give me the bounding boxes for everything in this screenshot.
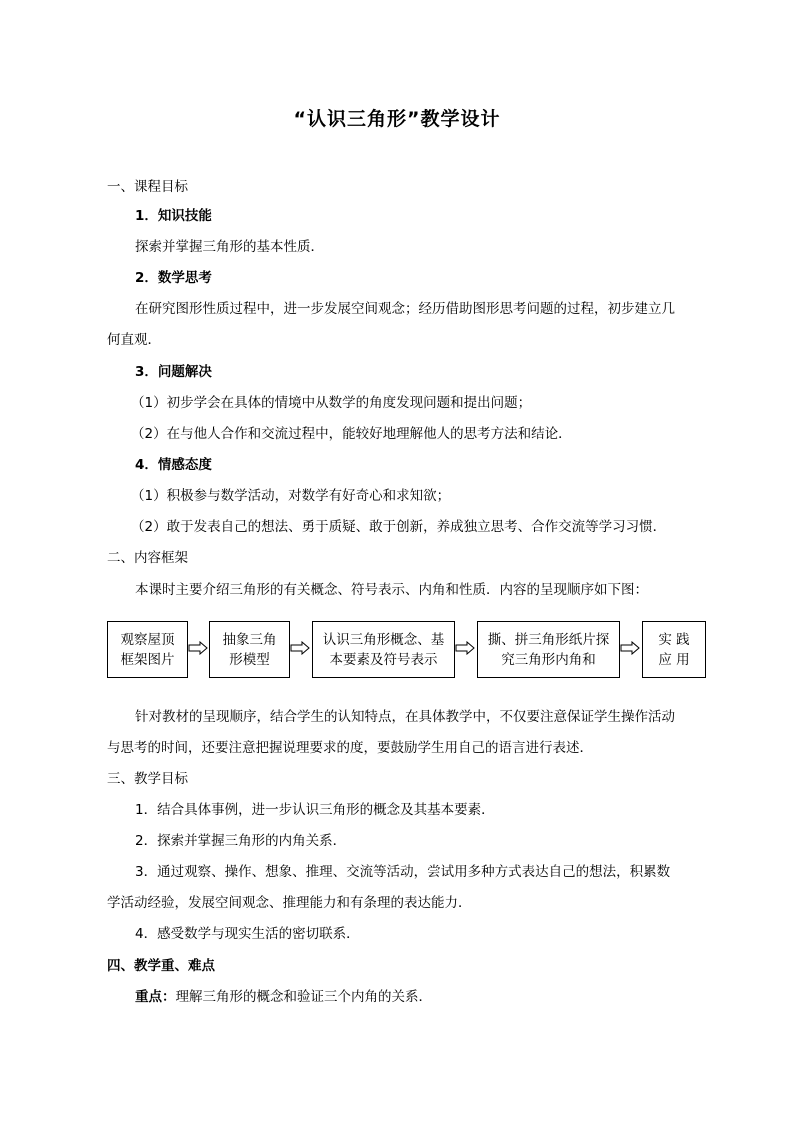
paragraph-knowledge-skills: 探索并掌握三角形的基本性质．: [135, 239, 324, 255]
list-item-teaching-goal-3-line1: 3．通过观察、操作、想象、推理、交流等活动，尝试用多种方式表达自己的想法，积累数: [135, 864, 671, 880]
subheading-math-thinking: 2．数学思考: [135, 270, 212, 286]
list-item-teaching-goal-1: 1．结合具体事例，进一步认识三角形的概念及其基本要素．: [135, 802, 495, 818]
subheading-problem-solving: 3．问题解决: [135, 364, 212, 380]
list-item-emotion-attitude-1: （1）积极参与数学活动，对数学有好奇心和求知欲；: [131, 488, 451, 504]
hollow-right-arrow-icon: [620, 641, 640, 655]
list-item-problem-solving-2: （2）在与他人合作和交流过程中，能较好地理解他人的思考方法和结论．: [131, 426, 572, 442]
hollow-right-arrow-icon: [188, 641, 208, 655]
list-item-emotion-attitude-2: （2）敢于发表自己的想法、勇于质疑、敢于创新，养成独立思考、合作交流等学习习惯．: [131, 519, 667, 535]
flow-step-label: 抽象三角: [222, 631, 277, 648]
paragraph-teaching-note-line2: 与思考的时间，还要注意把握说理要求的度，要鼓励学生用自己的语言进行表述．: [107, 740, 593, 756]
paragraph-math-thinking-line2: 何直观．: [107, 332, 161, 348]
flow-step-label: 究三角形内角和: [501, 651, 596, 668]
subheading-knowledge-skills: 1．知识技能: [135, 208, 212, 224]
key-point-paragraph: [135, 987, 735, 1007]
section-heading-teaching-goals: 三、教学目标: [107, 771, 188, 787]
paragraph-content-framework: 本课时主要介绍三角形的有关概念、符号表示、内角和性质．内容的呈现顺序如下图：: [135, 582, 648, 598]
document-title: “认识三角形”教学设计: [293, 108, 501, 130]
key-point-label: 重点：: [135, 989, 176, 1005]
subheading-emotion-attitude: 4．情感态度: [135, 457, 212, 473]
flow-step-concepts-elements: [312, 621, 455, 678]
flow-step-label: 实 践: [658, 631, 690, 648]
hollow-right-arrow-icon: [290, 641, 310, 655]
flow-step-label: 撕、拼三角形纸片探: [487, 631, 610, 648]
paragraph-math-thinking-line1: 在研究图形性质过程中，进一步发展空间观念；经历借助图形思考问题的过程，初步建立几: [135, 301, 675, 317]
flow-step-abstract-model: [209, 621, 290, 678]
list-item-teaching-goal-4: 4．感受数学与现实生活的密切联系．: [135, 926, 360, 942]
flow-step-label: 形模型: [229, 651, 270, 668]
section-heading-key-difficult-points: 四、教学重、难点: [107, 958, 215, 974]
flow-step-observe-roof: [107, 621, 188, 678]
flow-step-practice: [642, 621, 706, 678]
flow-step-label: 本要素及符号表示: [329, 651, 438, 668]
flow-step-label: 框架图片: [120, 651, 175, 668]
list-item-teaching-goal-2: 2．探索并掌握三角形的内角关系．: [135, 833, 347, 849]
flow-step-label: 观察屋顶: [120, 631, 175, 648]
list-item-teaching-goal-3-line2: 学活动经验，发展空间观念、推理能力和有条理的表达能力．: [107, 895, 472, 911]
section-heading-content-framework: 二、内容框架: [107, 550, 188, 566]
paragraph-teaching-note-line1: 针对教材的呈现顺序，结合学生的认知特点，在具体教学中，不仅要注意保证学生操作活动: [135, 709, 675, 725]
list-item-problem-solving-1: （1）初步学会在具体的情境中从数学的角度发现问题和提出问题；: [131, 395, 532, 411]
flow-step-label: 应 用: [658, 651, 690, 668]
key-point-text: 理解三角形的概念和验证三个内角的关系．: [175, 989, 432, 1005]
flow-step-label: 认识三角形概念、基: [322, 631, 445, 648]
hollow-right-arrow-icon: [455, 641, 475, 655]
section-heading-course-goals: 一、课程目标: [107, 179, 188, 195]
flow-step-interior-angles: [477, 621, 620, 678]
